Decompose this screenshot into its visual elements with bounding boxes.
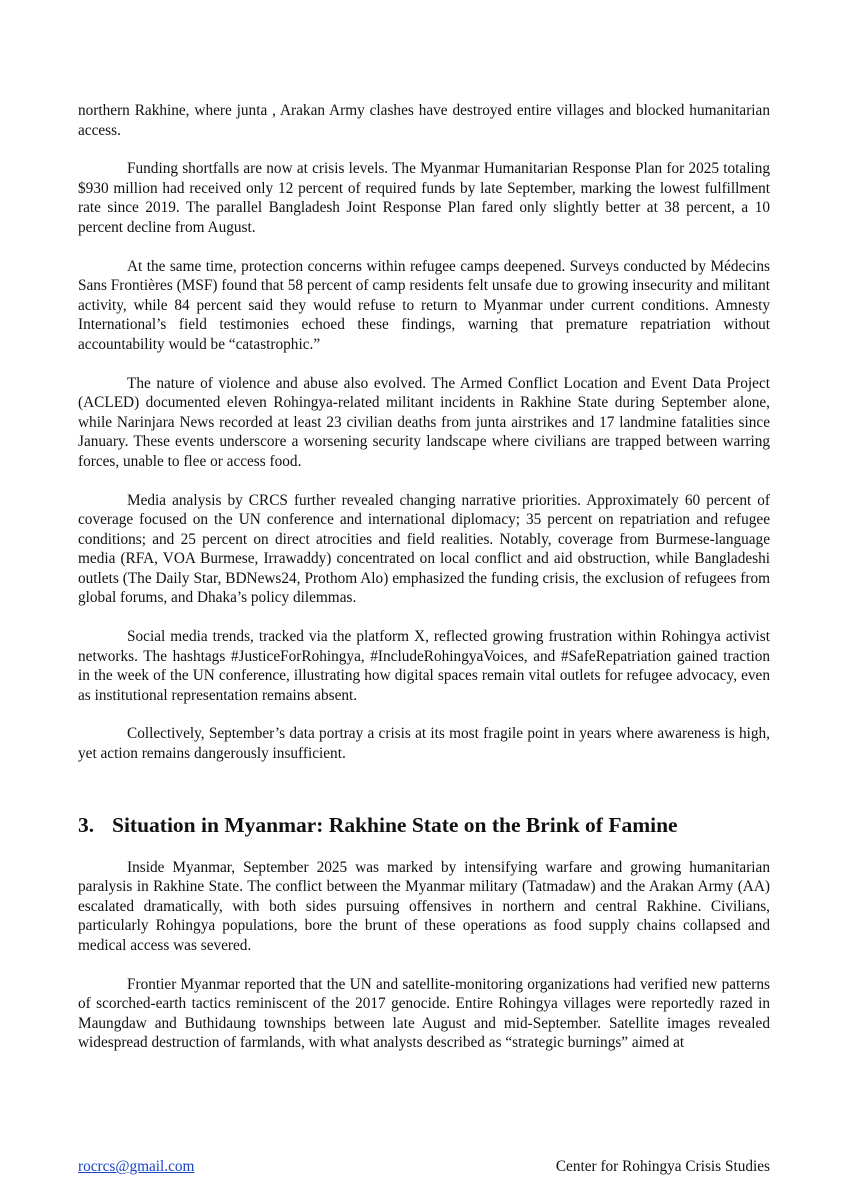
paragraph-social-media: Social media trends, tracked via the platform X, reflected growing frustration within Rohingya activist networks. The hashtags #JusticeForRohingya, #IncludeRohingyaVoices, and #SafeRepatriation gained traction in the week of the UN conference, illustrating how digital spaces remain vital outlets for refugee advocacy, even as institutional representation remains absent. xyxy=(78,628,770,704)
paragraph-collectively: Collectively, September’s data portray a crisis at its most fragile point in years where awareness is high, yet action remains dangerously insufficient. xyxy=(78,725,770,763)
footer-email-link[interactable]: rocrcs@gmail.com xyxy=(78,1158,195,1175)
paragraph-continuation: northern Rakhine, where junta , Arakan Army clashes have destroyed entire villages and blocked humanitarian access. xyxy=(78,102,770,139)
section-number: 3. xyxy=(78,812,95,837)
paragraph-funding-shortfalls: Funding shortfalls are now at crisis levels. The Myanmar Humanitarian Response Plan for 2025 totaling $930 million had received only 12 percent of required funds by late September, marking the lowest fulfillment rate since 2019. The parallel Bangladesh Joint Response Plan fared only slightly better at 38 percent, a 10 percent decline from August. xyxy=(78,160,770,236)
paragraph-violence-abuse: The nature of violence and abuse also evolved. The Armed Conflict Location and Event Data Project (ACLED) documented eleven Rohingya-related militant incidents in Rakhine State during September alone, while Narinjara News recorded at least 23 civilian deaths from junta airstrikes and 17 landmine fatalities since January. These events underscore a worsening security landscape where civilians are trapped between warring forces, unable to flee or access food. xyxy=(78,374,770,470)
paragraph-inside-myanmar: Inside Myanmar, September 2025 was marked by intensifying warfare and growing humanitarian paralysis in Rakhine State. The conflict between the Myanmar military (Tatmadaw) and the Arakan Army (AA) escalated dramatically, with both sides pursuing offensives in northern and central Rakhine. Civilians, particularly Rohingya populations, bore the brunt of these operations as food supply chains collapsed and medical access was severed. xyxy=(78,858,770,954)
document-page xyxy=(78,101,770,1072)
page-footer xyxy=(78,1158,770,1178)
paragraph-protection-concerns: At the same time, protection concerns within refugee camps deepened. Surveys conducted by Médecins Sans Frontières (MSF) found that 58 percent of camp residents felt unsafe due to growing insecurity and militant activity, while 84 percent said they would refuse to return to Myanmar under current conditions. Amnesty International’s field testimonies echoed these findings, warning that premature repatriation without accountability would be “catastrophic.” xyxy=(78,257,770,353)
section-heading xyxy=(78,812,770,838)
footer-organization: Center for Rohingya Crisis Studies xyxy=(555,1158,770,1175)
paragraph-frontier-myanmar: Frontier Myanmar reported that the UN and satellite-monitoring organizations had verified new patterns of scorched-earth tactics reminiscent of the 2017 genocide. Entire Rohingya villages were reportedly razed in Maungdaw and Buthidaung townships between late August and mid-September. Satellite images revealed widespread destruction of farmlands, with what analysts described as “strategic burnings” aimed at xyxy=(78,975,770,1052)
paragraph-media-analysis: Media analysis by CRCS further revealed changing narrative priorities. Approximately 60 percent of coverage focused on the UN conference and international diplomacy; 35 percent on repatriation and refugee conditions; and 25 percent on direct atrocities and field realities. Notably, coverage from Burmese-language media (RFA, VOA Burmese, Irrawaddy) concentrated on local conflict and aid obstruction, while Bangladeshi outlets (The Daily Star, BDNews24, Prothom Alo) emphasized the funding crisis, the exclusion of refugees from global forums, and Dhaka’s policy dilemmas. xyxy=(78,491,770,607)
section-title: Situation in Myanmar: Rakhine State on the Brink of Famine xyxy=(112,812,678,837)
